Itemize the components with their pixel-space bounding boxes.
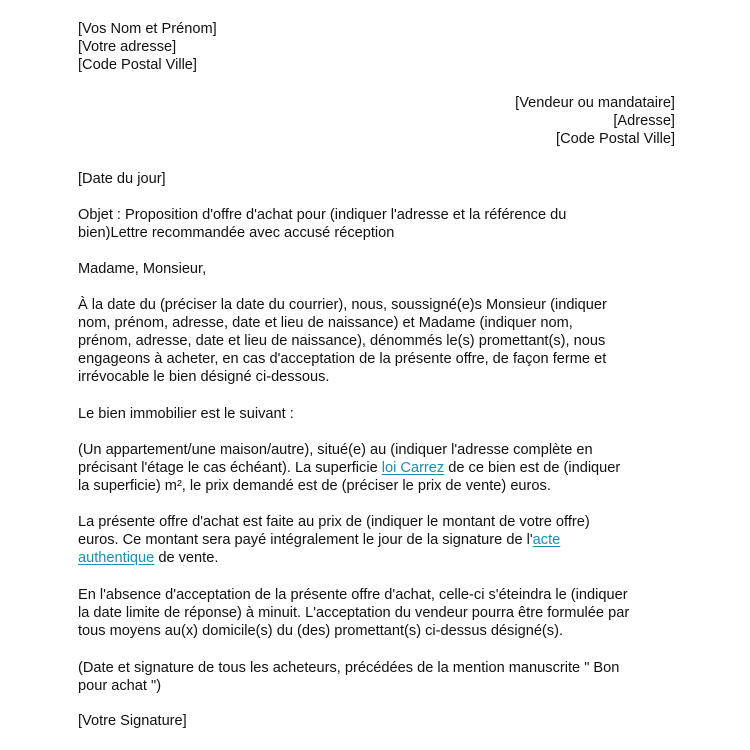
paragraph-line: À la date du (préciser la date du courrier), nous, soussigné(e)s Monsieur (indiquer: [78, 297, 607, 313]
object-line: [78, 206, 678, 242]
paragraph-line: irrévocable le bien désigné ci-dessous.: [78, 369, 330, 385]
paragraph-text: précisant l'étage le cas échéant). La superficie: [78, 460, 382, 476]
paragraph-line: la superficie) m², le prix demandé est de (préciser le prix de vente) euros.: [78, 478, 551, 494]
paragraph-text: de ce bien est de (indiquer: [444, 460, 621, 476]
paragraph-line: [78, 531, 678, 549]
paragraph-line: (Un appartement/une maison/autre), situé(e) au (indiquer l'adresse complète en: [78, 442, 593, 458]
sender-block: [78, 20, 678, 74]
paragraph-line: (Date et signature de tous les acheteurs, précédées de la mention manuscrite " Bon: [78, 660, 620, 676]
paragraph-line: En l'absence d'acceptation de la présente offre d'achat, celle-ci s'éteindra le (indiquer: [78, 587, 628, 603]
recipient-city: [Code Postal Ville]: [556, 131, 675, 147]
loi-carrez-link[interactable]: loi Carrez: [381, 460, 445, 476]
recipient-address: [Adresse]: [613, 113, 675, 129]
paragraph-signature-instructions: [78, 659, 678, 695]
acte-authentique-link[interactable]: acte: [532, 532, 561, 548]
paragraph-line: engageons à acheter, en cas d'acceptation de la présente offre, de façon ferme et: [78, 351, 607, 367]
object-line-2: bien)Lettre recommandée avec accusé réception: [78, 225, 395, 241]
object-line-1: Objet : Proposition d'offre d'achat pour (indiquer l'adresse et la référence du: [78, 207, 567, 223]
recipient-name: [Vendeur ou mandataire]: [515, 95, 675, 111]
paragraph-text: euros. Ce montant sera payé intégralement le jour de la signature de l': [78, 532, 533, 548]
paragraph-line: [78, 549, 678, 567]
paragraph-line: [78, 459, 678, 477]
paragraph-line: prénom, adresse, date et lieu de naissance), dénommés le(s) promettant(s), nous: [78, 333, 606, 349]
paragraph-offer-price: [78, 513, 678, 567]
recipient-block: [515, 94, 675, 148]
paragraph-property-intro: Le bien immobilier est le suivant :: [78, 406, 294, 422]
sender-address: [Votre adresse]: [78, 39, 177, 55]
paragraph-line: tous moyens au(x) domicile(s) du (des) promettant(s) ci-dessus désigné(s).: [78, 623, 564, 639]
paragraph-commitment: [78, 296, 678, 386]
paragraph-line: nom, prénom, adresse, date et lieu de naissance) et Madame (indiquer nom,: [78, 315, 573, 331]
paragraph-text: de vente.: [154, 550, 219, 566]
paragraph-expiry: [78, 586, 678, 640]
paragraph-line: La présente offre d'achat est faite au prix de (indiquer le montant de votre offre): [78, 514, 590, 530]
acte-authentique-link-continued[interactable]: authentique: [78, 550, 155, 566]
letter-date: [Date du jour]: [78, 171, 166, 187]
paragraph-line: la date limite de réponse) à minuit. L'acceptation du vendeur pourra être formulée par: [78, 605, 630, 621]
sender-name: [Vos Nom et Prénom]: [78, 21, 217, 37]
sender-city: [Code Postal Ville]: [78, 57, 197, 73]
paragraph-property-description: [78, 441, 678, 495]
signature-placeholder: [Votre Signature]: [78, 713, 187, 729]
greeting: Madame, Monsieur,: [78, 261, 207, 277]
paragraph-line: pour achat "): [78, 678, 162, 694]
